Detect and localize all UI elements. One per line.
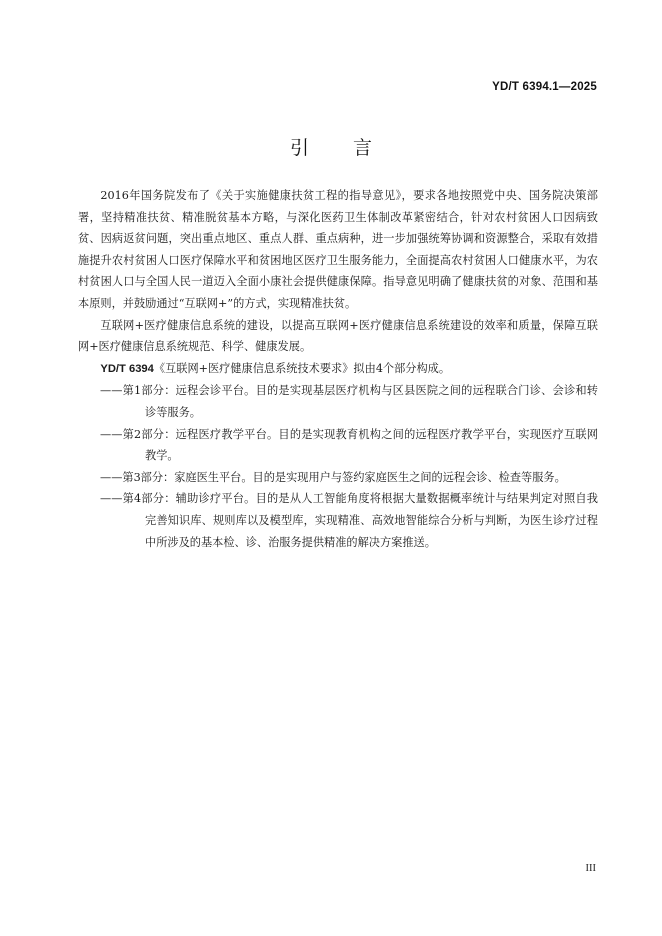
intro-paragraph: 2016年国务院发布了《关于实施健康扶贫工程的指导意见》，要求各地按照党中央、国务院决策部署，坚持精准扶贫、精准脱贫基本方略，与深化医药卫生体制改革紧密结合，针对农村贫困人口因病致贫、因病返贫问题，突出重点地区、重点人群、重点病种，进一步加强统筹协调和资源整合，采取有效措施提升农村贫困人口医疗保障水平和贫困地区医疗卫生服务能力，全面提高农村贫困人口健康水平，为农村贫困人口与全国人民一道迈入全面小康社会提供健康保障。指导意见明确了健康扶贫的对象、范围和基本原则，并鼓励通过“互联网+”的方式，实现精准扶贫。 xyxy=(78,189,598,310)
standard-number: YD/T 6394.1—2025 xyxy=(492,81,597,93)
page-title: 引言 xyxy=(289,137,416,159)
composition-text: 《互联网+医疗健康信息系统技术要求》拟由4个部分构成。 xyxy=(153,361,451,375)
page-number: III xyxy=(585,863,596,874)
part-list-item: ——第1部分：远程会诊平台。目的是实现基层医疗机构与区县医院之间的远程联合门诊、会诊和转诊等服务。 xyxy=(100,384,598,419)
part-list-item: ——第3部分：家庭医生平台。目的是实现用户与签约家庭医生之间的远程会诊、检查等服务。 xyxy=(100,470,566,484)
composition-paragraph xyxy=(78,358,598,381)
part-list-item: ——第2部分：远程医疗教学平台。目的是实现教育机构之间的远程医疗教学平台，实现医疗互联网教学。 xyxy=(100,427,598,463)
intro-paragraph: 互联网+医疗健康信息系统的建设，以提高互联网+医疗健康信息系统建设的效率和质量，保障互联网+医疗健康信息系统规范、科学、健康发展。 xyxy=(78,318,598,354)
part-list-item: ——第4部分：辅助诊疗平台。目的是从人工智能角度将根据大量数据概率统计与结果判定对照自我完善知识库、规则库以及模型库，实现精准、高效地智能综合分析与判断，为医生诊疗过程中所涉及的基本检、诊、治服务提供精准的解决方案推送。 xyxy=(100,492,598,549)
document-body xyxy=(78,185,598,553)
doc-code: YD/T 6394 xyxy=(100,362,154,375)
